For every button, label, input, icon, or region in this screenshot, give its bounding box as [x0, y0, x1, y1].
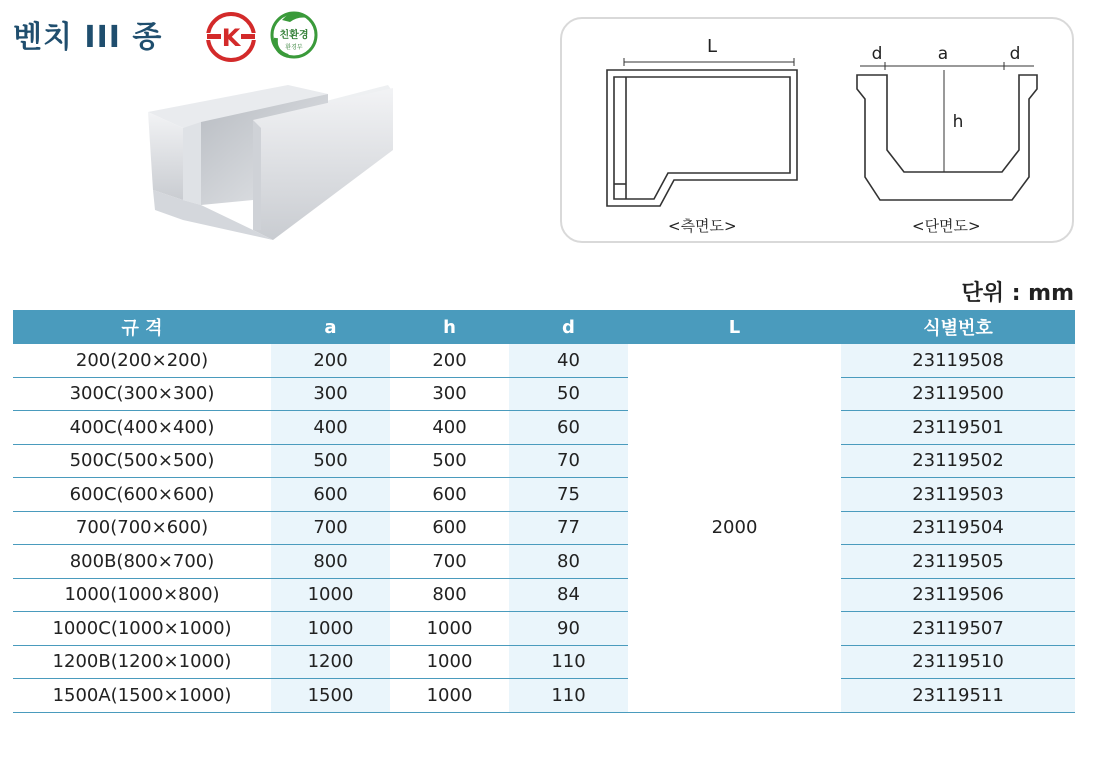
cell-spec: 300C(300×300)	[13, 377, 271, 411]
cell-d: 75	[509, 478, 628, 512]
cell-h: 600	[390, 478, 509, 512]
cell-spec: 1500A(1500×1000)	[13, 679, 271, 713]
cell-spec: 600C(600×600)	[13, 478, 271, 512]
cell-d: 60	[509, 411, 628, 445]
cell-a: 1000	[271, 612, 390, 646]
cell-spec: 1000(1000×800)	[13, 578, 271, 612]
table-row	[13, 444, 1075, 478]
ks-certification-logo	[205, 11, 257, 63]
section-view-caption: <단면도>	[912, 217, 981, 235]
cell-id: 23119501	[841, 411, 1075, 445]
cell-h: 800	[390, 578, 509, 612]
cell-h: 700	[390, 545, 509, 579]
cell-h: 200	[390, 344, 509, 377]
dimension-drawings	[562, 19, 1076, 245]
cell-d: 70	[509, 444, 628, 478]
cell-id: 23119505	[841, 545, 1075, 579]
cell-h: 1000	[390, 679, 509, 713]
table-row	[13, 411, 1075, 445]
side-length-label: L	[706, 36, 718, 57]
cell-d: 84	[509, 578, 628, 612]
section-d-right-label: d	[1009, 44, 1021, 64]
page-title: 벤치 III 종	[13, 20, 163, 55]
cell-d: 110	[509, 645, 628, 679]
side-view-drawing	[607, 58, 797, 206]
cell-a: 200	[271, 344, 390, 377]
cell-spec: 500C(500×500)	[13, 444, 271, 478]
section-view-drawing	[857, 62, 1037, 200]
side-view-caption: <측면도>	[668, 217, 737, 235]
unit-label: 단위 : mm	[961, 281, 1074, 306]
cell-spec: 1200B(1200×1000)	[13, 645, 271, 679]
cell-d: 80	[509, 545, 628, 579]
eco-logo-subtext: 환경부	[285, 44, 303, 51]
table-row	[13, 612, 1075, 646]
cell-d: 90	[509, 612, 628, 646]
cell-h: 600	[390, 511, 509, 545]
table-row	[13, 578, 1075, 612]
cell-spec: 1000C(1000×1000)	[13, 612, 271, 646]
cell-spec: 200(200×200)	[13, 344, 271, 377]
cell-d: 110	[509, 679, 628, 713]
spec-table	[13, 310, 1075, 713]
header-a: a	[271, 310, 390, 344]
cell-spec: 400C(400×400)	[13, 411, 271, 445]
cell-id: 23119502	[841, 444, 1075, 478]
cell-id: 23119500	[841, 377, 1075, 411]
cell-h: 1000	[390, 645, 509, 679]
cell-a: 500	[271, 444, 390, 478]
cell-a: 600	[271, 478, 390, 512]
cell-a: 300	[271, 377, 390, 411]
table-row	[13, 478, 1075, 512]
table-row	[13, 344, 1075, 377]
cell-id: 23119510	[841, 645, 1075, 679]
cell-a: 1200	[271, 645, 390, 679]
table-row	[13, 511, 1075, 545]
cell-id: 23119511	[841, 679, 1075, 713]
eco-certification-logo	[268, 8, 320, 60]
table-row	[13, 679, 1075, 713]
ks-logo-letter: K	[221, 24, 241, 52]
cell-id: 23119504	[841, 511, 1075, 545]
cell-id: 23119503	[841, 478, 1075, 512]
cell-h: 1000	[390, 612, 509, 646]
header-h: h	[390, 310, 509, 344]
table-row	[13, 645, 1075, 679]
section-h-label: h	[952, 112, 964, 132]
cell-a: 400	[271, 411, 390, 445]
cell-h: 500	[390, 444, 509, 478]
cell-a: 1000	[271, 578, 390, 612]
cell-spec: 800B(800×700)	[13, 545, 271, 579]
cell-d: 40	[509, 344, 628, 377]
header-spec: 규 격	[13, 310, 271, 344]
table-row	[13, 377, 1075, 411]
cell-d: 77	[509, 511, 628, 545]
cell-id: 23119506	[841, 578, 1075, 612]
diagram-panel	[560, 17, 1074, 243]
cell-a: 1500	[271, 679, 390, 713]
eco-logo-text: 친환경	[279, 30, 309, 41]
cell-a: 800	[271, 545, 390, 579]
product-image	[143, 80, 398, 245]
cell-h: 400	[390, 411, 509, 445]
cell-L: 2000	[628, 344, 841, 712]
header-d: d	[509, 310, 628, 344]
header-id: 식별번호	[841, 310, 1075, 344]
section-d-left-label: d	[871, 44, 883, 64]
cell-h: 300	[390, 377, 509, 411]
cell-id: 23119507	[841, 612, 1075, 646]
cell-d: 50	[509, 377, 628, 411]
cell-id: 23119508	[841, 344, 1075, 377]
cell-a: 700	[271, 511, 390, 545]
table-header-row	[13, 310, 1075, 344]
table-row	[13, 545, 1075, 579]
header-L: L	[628, 310, 841, 344]
cell-spec: 700(700×600)	[13, 511, 271, 545]
section-a-label: a	[937, 44, 949, 64]
